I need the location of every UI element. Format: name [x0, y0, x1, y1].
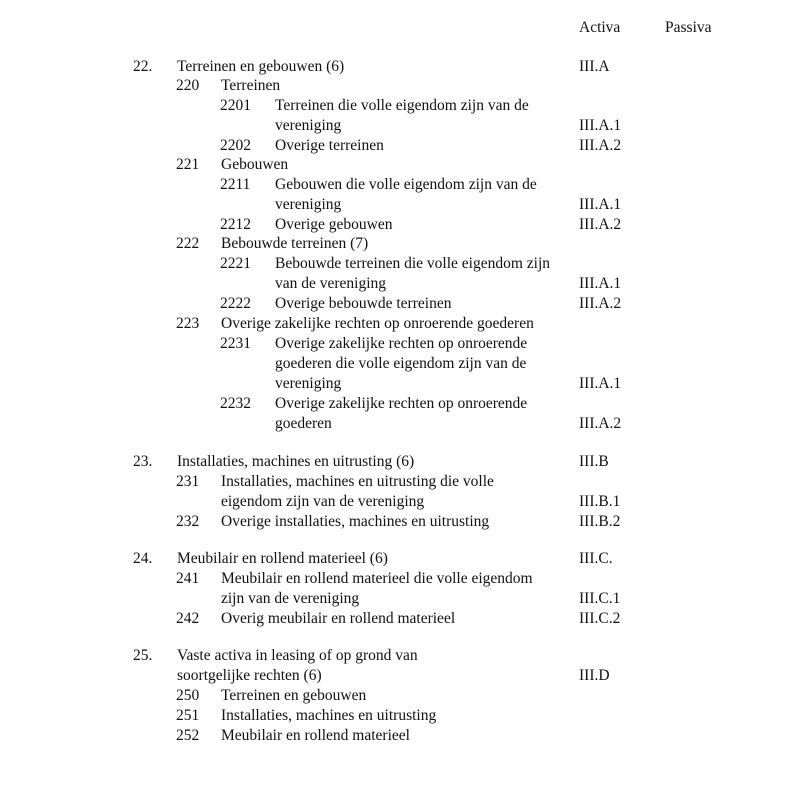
activa-code: III.C.	[579, 550, 613, 567]
account-description: goederen	[275, 415, 332, 432]
column-header-activa: Activa	[579, 19, 621, 36]
account-description: Meubilair en rollend materieel	[221, 727, 410, 744]
account-number: 2231	[220, 335, 251, 352]
account-description: Meubilair en rollend materieel (6)	[177, 550, 388, 567]
account-description: Overig meubilair en rollend materieel	[221, 610, 456, 627]
account-number: 2202	[220, 137, 251, 154]
account-number: 23.	[133, 453, 153, 470]
account-number: 2212	[220, 216, 251, 233]
account-description: Overige zakelijke rechten op onroerende	[275, 395, 528, 412]
account-description: Overige bebouwde terreinen	[275, 295, 452, 312]
account-description: Gebouwen	[221, 156, 289, 173]
account-number: 220	[176, 77, 200, 94]
account-number: 232	[176, 513, 200, 530]
activa-code: III.A	[579, 58, 610, 75]
account-description: Bebouwde terreinen die volle eigendom zijn	[275, 255, 551, 272]
activa-code: III.A.1	[579, 117, 622, 134]
account-description: vereniging	[275, 196, 342, 213]
column-header-passiva: Passiva	[665, 19, 712, 36]
account-number: 251	[176, 707, 200, 724]
account-number: 250	[176, 687, 200, 704]
activa-code: III.C.2	[579, 610, 621, 627]
account-number: 2201	[220, 97, 251, 114]
activa-code: III.D	[579, 667, 610, 684]
account-number: 252	[176, 727, 200, 744]
account-description: van de vereniging	[275, 275, 387, 292]
account-number: 221	[176, 156, 200, 173]
activa-code: III.A.2	[579, 137, 622, 154]
account-description: Terreinen die volle eigendom zijn van de	[275, 97, 529, 114]
account-description: vereniging	[275, 117, 342, 134]
activa-code: III.B.1	[579, 493, 621, 510]
account-description: Overige terreinen	[275, 137, 384, 154]
account-description: Gebouwen die volle eigendom zijn van de	[275, 176, 537, 193]
account-description: Overige installaties, machines en uitrusting	[221, 513, 490, 530]
account-description: Overige zakelijke rechten op onroerende goederen	[221, 315, 534, 332]
account-description: eigendom zijn van de vereniging	[221, 493, 425, 510]
activa-code: III.A.2	[579, 216, 622, 233]
account-number: 223	[176, 315, 200, 332]
account-number: 24.	[133, 550, 153, 567]
account-description: Installaties, machines en uitrusting die volle	[221, 473, 494, 490]
activa-code: III.A.2	[579, 415, 622, 432]
account-description: goederen die volle eigendom zijn van de	[275, 355, 527, 372]
activa-code: III.A.1	[579, 375, 622, 392]
account-description: Installaties, machines en uitrusting	[221, 707, 437, 724]
account-number: 22.	[133, 58, 153, 75]
account-number: 25.	[133, 647, 153, 664]
account-description: vereniging	[275, 375, 342, 392]
account-description: Terreinen en gebouwen (6)	[177, 58, 345, 75]
activa-code: III.B	[579, 453, 609, 470]
activa-code: III.A.2	[579, 295, 622, 312]
activa-code: III.A.1	[579, 196, 622, 213]
account-description: Overige gebouwen	[275, 216, 393, 233]
account-description: Terreinen en gebouwen	[221, 687, 367, 704]
account-description: Terreinen	[221, 77, 281, 94]
activa-code: III.B.2	[579, 513, 621, 530]
account-description: soortgelijke rechten (6)	[177, 667, 322, 684]
account-number: 231	[176, 473, 200, 490]
account-number: 222	[176, 235, 200, 252]
account-number: 2222	[220, 295, 251, 312]
account-description: Vaste activa in leasing of op grond van	[177, 647, 418, 664]
account-description: zijn van de vereniging	[221, 590, 360, 607]
account-description: Bebouwde terreinen (7)	[221, 235, 369, 252]
account-description: Overige zakelijke rechten op onroerende	[275, 335, 528, 352]
activa-code: III.C.1	[579, 590, 621, 607]
account-number: 2221	[220, 255, 251, 272]
account-number: 2211	[220, 176, 251, 193]
account-description: Meubilair en rollend materieel die volle eigendom	[221, 570, 533, 587]
account-description: Installaties, machines en uitrusting (6)	[177, 453, 415, 470]
account-number: 242	[176, 610, 200, 627]
account-number: 241	[176, 570, 200, 587]
activa-code: III.A.1	[579, 275, 622, 292]
account-number: 2232	[220, 395, 251, 412]
